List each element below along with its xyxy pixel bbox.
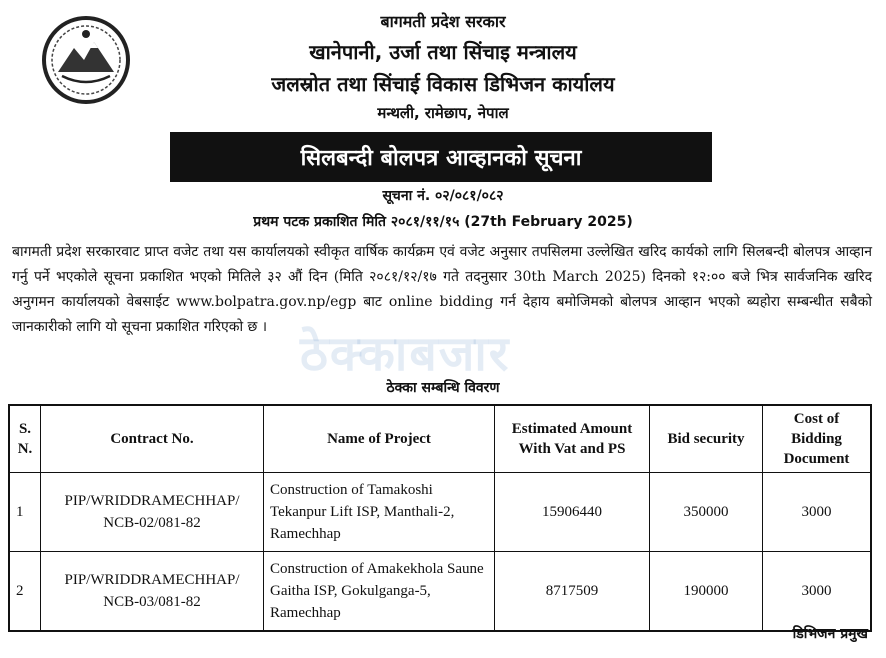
- cell-bidding-doc-cost: 3000: [763, 473, 872, 552]
- cell-project-name: Construction of Tamakoshi Tekanpur Lift ISP, Manthali-2, Ramechhap: [264, 473, 495, 552]
- header-line-office: जलस्रोत तथा सिंचाई विकास डिभिजन कार्यालय: [271, 72, 615, 96]
- cell-project-name: Construction of Amakekhola Saune Gaitha ISP, Gokulganga-5, Ramechhap: [264, 552, 495, 632]
- table-title: ठेक्का सम्बन्धि विवरण: [386, 380, 500, 396]
- header-sn: S. N.: [9, 405, 41, 473]
- cell-estimated-amount: 8717509: [495, 552, 650, 632]
- notice-body-text: बागमती प्रदेश सरकारवाट प्राप्त वजेट तथा यस कार्यालयको स्वीकृत वार्षिक कार्यक्रम एवं वजेट अनुसार तपसिलमा उल्लेखित खरिद कार्यको लागि सिलबन्दी बोलपत्र आव्हान गर्नु पर्ने भएकोले सूचना प्रकाशित भएको मितिले ३२ औं दिन (मिति २०८१/१२/१७ गते तदनुसार 30th March 2025) दिनको १२:०० बजे भित्र सार्वजनिक खरिद अनुगमन कार्यालयको वेबसाईट www.bolpatra.gov.np/egp बाट online bidding गर्न देहाय बमोजिमको बोलपत्र आव्हान भएको ब्यहोरा सम्बन्धीत सबैको जानकारीको लागि यो सूचना प्रकाशित गरिएको छ ।: [12, 244, 872, 335]
- cell-bid-security: 350000: [650, 473, 763, 552]
- header-line-address: मन्थली, रामेछाप, नेपाल: [377, 104, 509, 122]
- contracts-table: [8, 404, 872, 632]
- notice-title-banner: सिलबन्दी बोलपत्र आव्हानको सूचना: [170, 132, 712, 182]
- cell-sn: 1: [9, 473, 41, 552]
- cell-contract-no: PIP/WRIDDRAMECHHAP/ NCB-03/081-82: [41, 552, 264, 632]
- header-contract-no: Contract No.: [41, 405, 264, 473]
- table-header-row: [9, 405, 871, 473]
- cell-sn: 2: [9, 552, 41, 632]
- header-bidding-doc-cost: Cost of Bidding Document: [763, 405, 872, 473]
- signature-designation: डिभिजन प्रमुख: [792, 626, 868, 642]
- cell-bid-security: 190000: [650, 552, 763, 632]
- cell-contract-no: PIP/WRIDDRAMECHHAP/ NCB-02/081-82: [41, 473, 264, 552]
- cell-estimated-amount: 15906440: [495, 473, 650, 552]
- header-estimated-amount: Estimated Amount With Vat and PS: [495, 405, 650, 473]
- table-row: [9, 552, 871, 632]
- header-bid-security: Bid security: [650, 405, 763, 473]
- notice-number: सूचना नं. ०२/०८१/०८२: [382, 188, 504, 204]
- header-line-ministry: खानेपानी, उर्जा तथा सिंचाइ मन्त्रालय: [309, 40, 577, 64]
- table-row: [9, 473, 871, 552]
- publish-date: प्रथम पटक प्रकाशित मिति २०८१/११/१५ (27th February 2025): [253, 214, 633, 230]
- watermark: ठेक्काबजार: [300, 326, 511, 382]
- header-line-province: बागमती प्रदेश सरकार: [380, 12, 506, 31]
- cell-bidding-doc-cost: 3000: [763, 552, 872, 632]
- header-project-name: Name of Project: [264, 405, 495, 473]
